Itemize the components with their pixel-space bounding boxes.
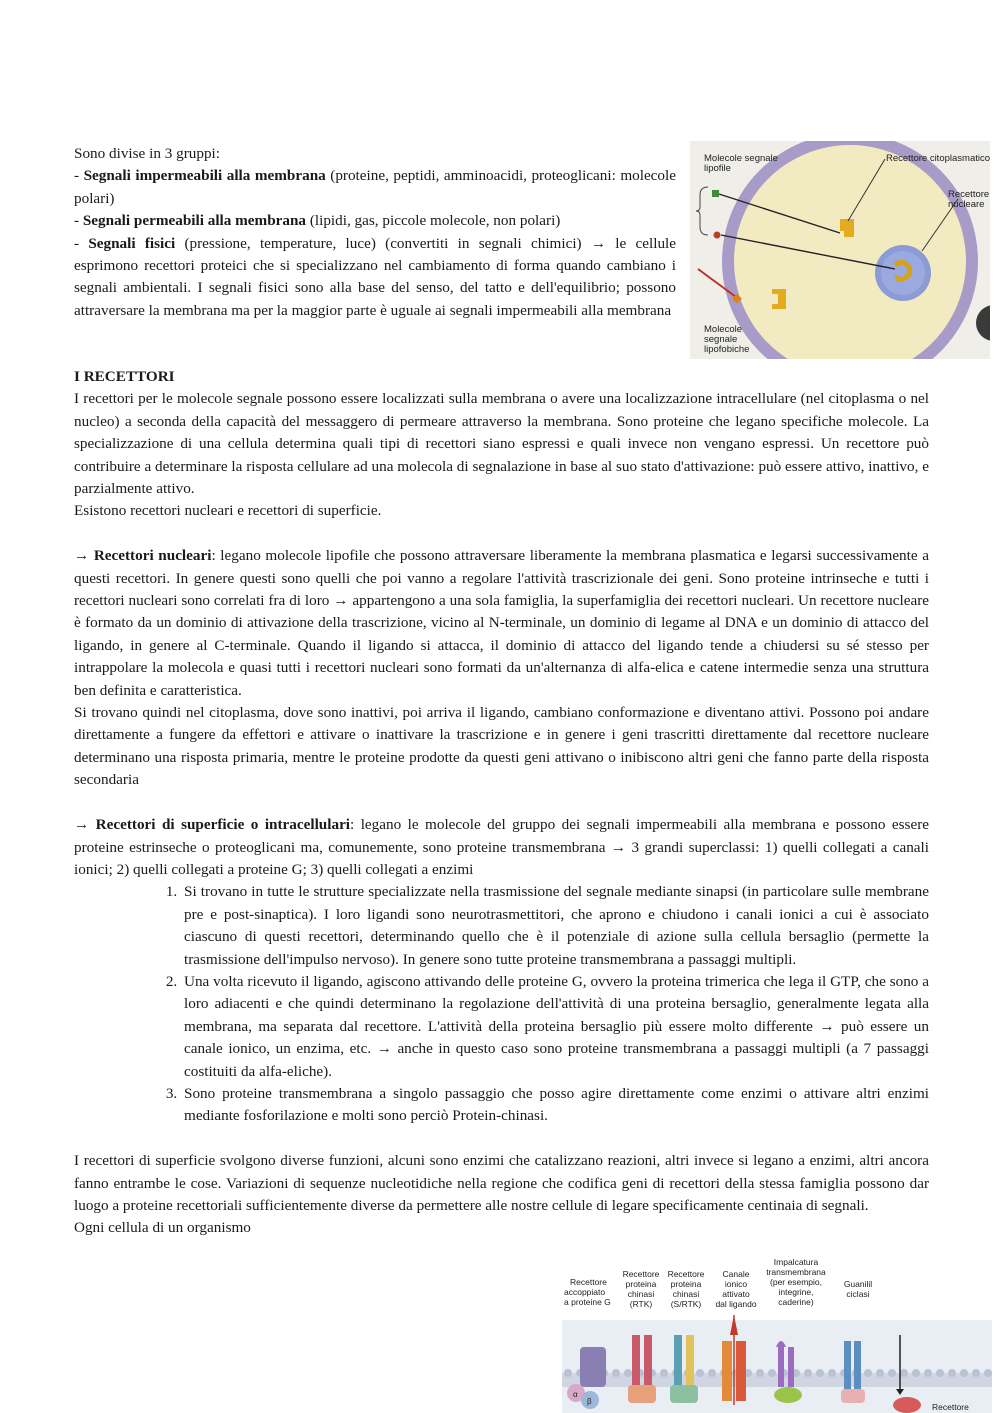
- label-col1: Recettore accoppiato a proteine G: [564, 1277, 611, 1307]
- list-item: 2. Una volta ricevuto il ligando, agiscono attivando delle proteine G, ovvero la proteina trimerica che lega il GTP, che sono a loro adiacenti e che quindi determinano la regolazione dell'attività di una proteina bersaglio, generalmente legata alla membrana, ma separata dal recettore. L'attività della proteina bersaglio più essere molto differente → può essere un canale ionico, un enzima, etc. → anche in questo caso sono proteine transmembrana a passaggi multipli (a 7 passaggi costituiti da alfa-eliche).: [181, 971, 929, 1083]
- svg-text:β: β: [587, 1397, 592, 1406]
- intro-item-2: - Segnali permeabili alla membrana (lipidi, gas, piccole molecole, non polari): [74, 212, 561, 230]
- recettori-paragraph: I recettori per le molecole segnale possono essere localizzati sulla membrana o avere una localizzazione intracellulare (nel citoplasma o nel nucleo) a seconda della capacità del messaggero di permeare attraverso la membrana. Sono proteine che legano specifiche molecole. La specializzazione di una cellula determina quali tipi di recettori siano espressi e quali invece non vengano espressi. Un recettore può contribuire a determinare la risposta cellulare ad una molecola di segnalazione in base al suo stato d'attivazione: può essere attivo, inattivo, e parzialmente attivo.: [74, 390, 929, 498]
- label-col3: Recettore proteina chinasi (S/RTK): [667, 1269, 705, 1309]
- nucleari-paragraph: → Recettori nucleari: legano molecole lipofile che possono attraversare liberamente la membrana plasmatica e legarsi successivamente a questi recettori. In genere questi sono quelli che poi vanno a regolare l'attività trascrizionale dei geni. Sono proteine intrinseche e tutti i recettori nucleari sono correlati fra di loro → appartengono a una sola famiglia, la superfamiglia dei recettori nucleari. Un recettore nucleare è formato da un dominio di attivazione della trascrizione, vicino al N-terminale, un dominio di legame al DNA e un dominio di attacco del ligando, in genere al C-terminale. Quando il ligando si attacca, il dominio di attacco del ligando tende a chiudersi su sé stesso per intrappolare la molecola e quasi tutti i recettori nucleari sono formati da un'alternanza di alfa-elica e catene intermedie senza una struttura ben definita e caratteristica.: [74, 547, 929, 699]
- recettori-summary: Esistono recettori nucleari e recettori di superficie.: [74, 502, 382, 520]
- intro-item-1: - Segnali impermeabili alla membrana (proteine, peptidi, amminoacidi, proteoglicani: molecole polari): [74, 167, 676, 207]
- closing-tail: Ogni cellula di un organismo: [74, 1219, 251, 1237]
- label-col2: Recettore proteina chinasi (RTK): [622, 1269, 660, 1309]
- label-nucleare: Recettore nucleare: [948, 189, 990, 210]
- label-bottom: Recettore: [932, 1402, 969, 1412]
- label-col4: Canale ionico attivato dal ligando: [715, 1269, 757, 1309]
- label-col6: Guanilil ciclasi: [843, 1279, 873, 1299]
- label-lipofile: Molecole segnale lipofile: [704, 153, 778, 174]
- list-item: 3. Sono proteine transmembrana a singolo passaggio che posso agire direttamente come enzimi o attivare altri enzimi mediante fosforilazione e molti sono perciò Protein-chinasi.: [181, 1083, 929, 1128]
- list-item: 1. Si trovano in tutte le strutture specializzate nella trasmissione del segnale mediante sinapsi (in particolare sulle membrane pre e post-sinaptica). I loro ligandi sono neurotrasmettitori, che aprono e chiudono i canali ionici a cui è associato ciascuno di questi recettori, determinando quello che è il potenziale di azione sulla cellula bersaglio (permette la trasmissione dell'impulso nervoso). In genere sono tutte proteine transmembrana a passaggi multipli.: [181, 881, 929, 971]
- cell-receptor-figure: [690, 141, 990, 359]
- closing-paragraph: I recettori di superficie svolgono diverse funzioni, alcuni sono enzimi che catalizzano reazioni, altri invece si legano a enzimi, altri ancora fanno entrambe le cose. Variazioni di sequenze nucleotidiche nella regione che codifica geni di recettori della stessa famiglia possono dar luogo a proteine recettoriali sufficientemente diverse da permettere alle nostre cellule di legare specificamente centinaia di segnali.: [74, 1152, 929, 1214]
- label-col5: Impalcatura transmembrana (per esempio, integrine, caderine): [766, 1257, 826, 1307]
- nucleari-paragraph-2: Si trovano quindi nel citoplasma, dove sono inattivi, poi arriva il ligando, cambiano conformazione e diventano attivi. Possono poi andare direttamente a fungere da effettori e attivare o inattivare la trascrizione e in genere i geni trascritti direttamente dal recettore nucleare determinano una risposta primaria, mentre le proteine prodotte da questi geni attivano o inibiscono altri geni che fanno parte della risposta secondaria: [74, 704, 929, 789]
- label-citoplasmatico: Recettore citoplasmatico: [886, 153, 990, 164]
- receptor-types-figure: [562, 1255, 992, 1413]
- intro-line: Sono divise in 3 gruppi:: [74, 145, 220, 162]
- main-body: [74, 366, 929, 1240]
- intro-item-3: - Segnali fisici (pressione, temperature, luce) (convertiti in segnali chimici) → le cellule esprimono recettori proteici che si specializzano nel cambiamento di forma quando cambiano i segnali ambientali. I segnali fisici sono alla base del senso, del tatto e dell'equilibrio; possono attraversare la membrana ma per la maggior parte è uguale ai segnali impermeabili alla membrana: [74, 234, 676, 319]
- superclass-list: [74, 881, 929, 1127]
- superficie-paragraph: → Recettori di superficie o intracellulari: legano le molecole del gruppo dei segnali impermeabili alla membrana e possono essere proteine estrinseche o proteoglicani ma, comunemente, sono proteine transmembrana → 3 grandi superclassi: 1) quelli collegati a canali ionici; 2) quelli collegati a proteine G; 3) quelli collegati a enzimi: [74, 816, 929, 878]
- label-lipofobiche: Molecole segnale lipofobiche: [704, 324, 750, 355]
- section-heading: I RECETTORI: [74, 368, 175, 385]
- svg-text:α: α: [573, 1390, 578, 1399]
- intro-section: [74, 143, 676, 322]
